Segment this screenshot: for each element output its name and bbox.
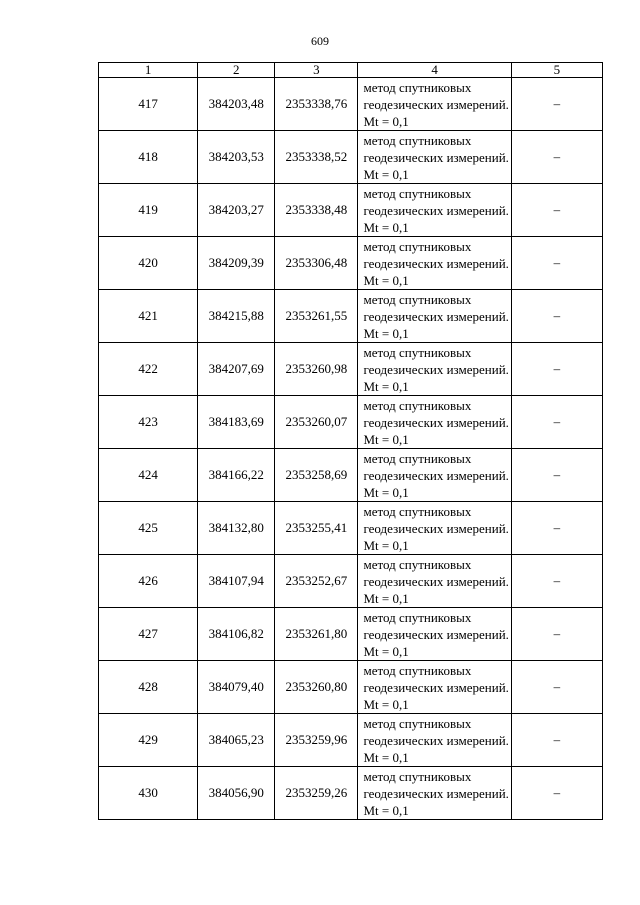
point-number-cell: 429 bbox=[99, 714, 198, 767]
table-row bbox=[99, 290, 603, 343]
y-coordinate-cell: 2353338,76 bbox=[275, 78, 358, 131]
point-number-cell: 423 bbox=[99, 396, 198, 449]
point-number-cell: 417 bbox=[99, 78, 198, 131]
x-coordinate-cell: 384132,80 bbox=[198, 502, 275, 555]
header-col-1: 1 bbox=[99, 63, 198, 78]
note-cell: – bbox=[511, 237, 602, 290]
method-cell: метод спутниковых геодезических измерений. Mt = 0,1 bbox=[358, 661, 511, 714]
table-row bbox=[99, 78, 603, 131]
point-number-cell: 426 bbox=[99, 555, 198, 608]
x-coordinate-cell: 384215,88 bbox=[198, 290, 275, 343]
point-number-cell: 427 bbox=[99, 608, 198, 661]
table-row bbox=[99, 502, 603, 555]
x-coordinate-cell: 384207,69 bbox=[198, 343, 275, 396]
table-row bbox=[99, 608, 603, 661]
header-col-3: 3 bbox=[275, 63, 358, 78]
y-coordinate-cell: 2353252,67 bbox=[275, 555, 358, 608]
x-coordinate-cell: 384203,48 bbox=[198, 78, 275, 131]
table-row bbox=[99, 767, 603, 820]
y-coordinate-cell: 2353260,98 bbox=[275, 343, 358, 396]
header-col-4: 4 bbox=[358, 63, 511, 78]
method-cell: метод спутниковых геодезических измерений. Mt = 0,1 bbox=[358, 343, 511, 396]
point-number-cell: 422 bbox=[99, 343, 198, 396]
table-row bbox=[99, 714, 603, 767]
y-coordinate-cell: 2353260,07 bbox=[275, 396, 358, 449]
x-coordinate-cell: 384203,27 bbox=[198, 184, 275, 237]
y-coordinate-cell: 2353255,41 bbox=[275, 502, 358, 555]
note-cell: – bbox=[511, 449, 602, 502]
table-row bbox=[99, 449, 603, 502]
method-cell: метод спутниковых геодезических измерений. Mt = 0,1 bbox=[358, 290, 511, 343]
note-cell: – bbox=[511, 343, 602, 396]
point-number-cell: 419 bbox=[99, 184, 198, 237]
method-cell: метод спутниковых геодезических измерений. Mt = 0,1 bbox=[358, 396, 511, 449]
method-cell: метод спутниковых геодезических измерений. Mt = 0,1 bbox=[358, 714, 511, 767]
point-number-cell: 420 bbox=[99, 237, 198, 290]
note-cell: – bbox=[511, 661, 602, 714]
method-cell: метод спутниковых геодезических измерений. Mt = 0,1 bbox=[358, 449, 511, 502]
y-coordinate-cell: 2353260,80 bbox=[275, 661, 358, 714]
method-cell: метод спутниковых геодезических измерений. Mt = 0,1 bbox=[358, 131, 511, 184]
note-cell: – bbox=[511, 714, 602, 767]
point-number-cell: 425 bbox=[99, 502, 198, 555]
y-coordinate-cell: 2353259,26 bbox=[275, 767, 358, 820]
x-coordinate-cell: 384209,39 bbox=[198, 237, 275, 290]
note-cell: – bbox=[511, 396, 602, 449]
y-coordinate-cell: 2353306,48 bbox=[275, 237, 358, 290]
table-row bbox=[99, 237, 603, 290]
method-cell: метод спутниковых геодезических измерений. Mt = 0,1 bbox=[358, 555, 511, 608]
method-cell: метод спутниковых геодезических измерений. Mt = 0,1 bbox=[358, 237, 511, 290]
header-row bbox=[99, 63, 603, 78]
table-row bbox=[99, 184, 603, 237]
header-col-5: 5 bbox=[511, 63, 602, 78]
table-row bbox=[99, 396, 603, 449]
header-col-2: 2 bbox=[198, 63, 275, 78]
method-cell: метод спутниковых геодезических измерений. Mt = 0,1 bbox=[358, 184, 511, 237]
x-coordinate-cell: 384203,53 bbox=[198, 131, 275, 184]
x-coordinate-cell: 384106,82 bbox=[198, 608, 275, 661]
note-cell: – bbox=[511, 767, 602, 820]
note-cell: – bbox=[511, 502, 602, 555]
note-cell: – bbox=[511, 184, 602, 237]
table-row bbox=[99, 661, 603, 714]
method-cell: метод спутниковых геодезических измерений. Mt = 0,1 bbox=[358, 608, 511, 661]
note-cell: – bbox=[511, 131, 602, 184]
point-number-cell: 424 bbox=[99, 449, 198, 502]
coordinates-table bbox=[98, 62, 603, 820]
method-cell: метод спутниковых геодезических измерений. Mt = 0,1 bbox=[358, 78, 511, 131]
method-cell: метод спутниковых геодезических измерений. Mt = 0,1 bbox=[358, 502, 511, 555]
x-coordinate-cell: 384065,23 bbox=[198, 714, 275, 767]
page-number: 609 bbox=[311, 34, 329, 48]
x-coordinate-cell: 384183,69 bbox=[198, 396, 275, 449]
y-coordinate-cell: 2353259,96 bbox=[275, 714, 358, 767]
x-coordinate-cell: 384056,90 bbox=[198, 767, 275, 820]
y-coordinate-cell: 2353261,80 bbox=[275, 608, 358, 661]
table-row bbox=[99, 131, 603, 184]
note-cell: – bbox=[511, 78, 602, 131]
point-number-cell: 421 bbox=[99, 290, 198, 343]
note-cell: – bbox=[511, 290, 602, 343]
x-coordinate-cell: 384107,94 bbox=[198, 555, 275, 608]
y-coordinate-cell: 2353258,69 bbox=[275, 449, 358, 502]
note-cell: – bbox=[511, 555, 602, 608]
table-row bbox=[99, 555, 603, 608]
method-cell: метод спутниковых геодезических измерений. Mt = 0,1 bbox=[358, 767, 511, 820]
note-cell: – bbox=[511, 608, 602, 661]
point-number-cell: 430 bbox=[99, 767, 198, 820]
y-coordinate-cell: 2353338,48 bbox=[275, 184, 358, 237]
point-number-cell: 418 bbox=[99, 131, 198, 184]
table-row bbox=[99, 343, 603, 396]
y-coordinate-cell: 2353338,52 bbox=[275, 131, 358, 184]
point-number-cell: 428 bbox=[99, 661, 198, 714]
x-coordinate-cell: 384079,40 bbox=[198, 661, 275, 714]
x-coordinate-cell: 384166,22 bbox=[198, 449, 275, 502]
y-coordinate-cell: 2353261,55 bbox=[275, 290, 358, 343]
